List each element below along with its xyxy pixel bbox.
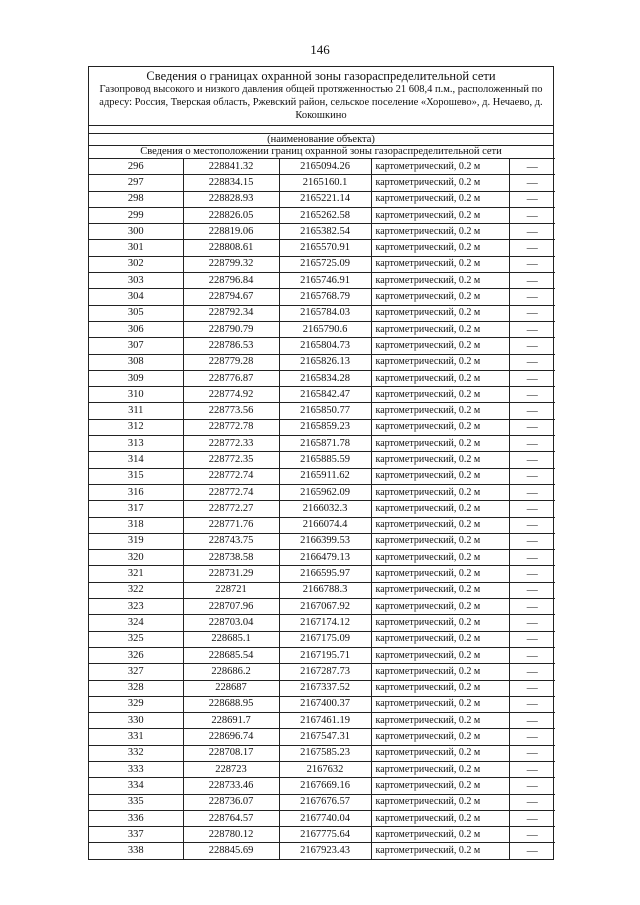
note-cell: — [509,501,555,517]
x-coordinate-cell: 228792.34 [183,305,279,321]
y-coordinate-cell: 2165094.26 [279,159,371,175]
table-row [89,289,555,305]
x-coordinate-cell: 228691.7 [183,713,279,729]
table-row [89,191,555,207]
method-accuracy-cell: картометрический, 0.2 м [371,761,509,777]
note-cell: — [509,778,555,794]
point-number-cell: 311 [89,403,183,419]
point-number-cell: 303 [89,273,183,289]
table-row [89,436,555,452]
table-row [89,550,555,566]
method-accuracy-cell: картометрический, 0.2 м [371,566,509,582]
table-row [89,615,555,631]
y-coordinate-cell: 2166074.4 [279,517,371,533]
method-accuracy-cell: картометрический, 0.2 м [371,191,509,207]
point-number-cell: 321 [89,566,183,582]
note-cell: — [509,566,555,582]
method-accuracy-cell: картометрический, 0.2 м [371,778,509,794]
note-cell: — [509,843,555,859]
y-coordinate-cell: 2167923.43 [279,843,371,859]
method-accuracy-cell: картометрический, 0.2 м [371,745,509,761]
note-cell: — [509,729,555,745]
x-coordinate-cell: 228723 [183,761,279,777]
method-accuracy-cell: картометрический, 0.2 м [371,240,509,256]
table-row [89,794,555,810]
note-cell: — [509,256,555,272]
point-number-cell: 335 [89,794,183,810]
table-row [89,501,555,517]
note-cell: — [509,664,555,680]
x-coordinate-cell: 228834.15 [183,175,279,191]
x-coordinate-cell: 228731.29 [183,566,279,582]
table-row [89,207,555,223]
method-accuracy-cell: картометрический, 0.2 м [371,794,509,810]
y-coordinate-cell: 2165859.23 [279,419,371,435]
table-row [89,533,555,549]
point-number-cell: 332 [89,745,183,761]
method-accuracy-cell: картометрический, 0.2 м [371,696,509,712]
point-number-cell: 300 [89,224,183,240]
y-coordinate-cell: 2166479.13 [279,550,371,566]
note-cell: — [509,175,555,191]
x-coordinate-cell: 228708.17 [183,745,279,761]
method-accuracy-cell: картометрический, 0.2 м [371,273,509,289]
point-number-cell: 312 [89,419,183,435]
note-cell: — [509,354,555,370]
point-number-cell: 317 [89,501,183,517]
method-accuracy-cell: картометрический, 0.2 м [371,159,509,175]
method-accuracy-cell: картометрический, 0.2 м [371,321,509,337]
note-cell: — [509,631,555,647]
point-number-cell: 313 [89,436,183,452]
y-coordinate-cell: 2165804.73 [279,338,371,354]
note-cell: — [509,696,555,712]
table-row [89,452,555,468]
x-coordinate-cell: 228826.05 [183,207,279,223]
table-row [89,256,555,272]
x-coordinate-cell: 228776.87 [183,370,279,386]
x-coordinate-cell: 228687 [183,680,279,696]
x-coordinate-cell: 228685.54 [183,647,279,663]
point-number-cell: 326 [89,647,183,663]
x-coordinate-cell: 228779.28 [183,354,279,370]
y-coordinate-cell: 2166399.53 [279,533,371,549]
method-accuracy-cell: картометрический, 0.2 м [371,729,509,745]
point-number-cell: 322 [89,582,183,598]
point-number-cell: 333 [89,761,183,777]
point-number-cell: 327 [89,664,183,680]
note-cell: — [509,159,555,175]
table-row [89,582,555,598]
x-coordinate-cell: 228794.67 [183,289,279,305]
x-coordinate-cell: 228828.93 [183,191,279,207]
x-coordinate-cell: 228686.2 [183,664,279,680]
x-coordinate-cell: 228819.06 [183,224,279,240]
y-coordinate-cell: 2165725.09 [279,256,371,272]
method-accuracy-cell: картометрический, 0.2 м [371,419,509,435]
method-accuracy-cell: картометрический, 0.2 м [371,403,509,419]
y-coordinate-cell: 2165885.59 [279,452,371,468]
x-coordinate-cell: 228841.32 [183,159,279,175]
note-cell: — [509,468,555,484]
point-number-cell: 309 [89,370,183,386]
point-number-cell: 304 [89,289,183,305]
x-coordinate-cell: 228808.61 [183,240,279,256]
method-accuracy-cell: картометрический, 0.2 м [371,550,509,566]
x-coordinate-cell: 228696.74 [183,729,279,745]
x-coordinate-cell: 228764.57 [183,810,279,826]
x-coordinate-cell: 228743.75 [183,533,279,549]
table-row [89,305,555,321]
point-number-cell: 320 [89,550,183,566]
x-coordinate-cell: 228733.46 [183,778,279,794]
y-coordinate-cell: 2166032.3 [279,501,371,517]
x-coordinate-cell: 228721 [183,582,279,598]
y-coordinate-cell: 2167740.04 [279,810,371,826]
note-cell: — [509,599,555,615]
table-row [89,647,555,663]
x-coordinate-cell: 228773.56 [183,403,279,419]
x-coordinate-cell: 228772.33 [183,436,279,452]
point-number-cell: 305 [89,305,183,321]
table-row [89,468,555,484]
note-cell: — [509,615,555,631]
method-accuracy-cell: картометрический, 0.2 м [371,452,509,468]
note-cell: — [509,240,555,256]
y-coordinate-cell: 2165871.78 [279,436,371,452]
note-cell: — [509,224,555,240]
table-row [89,224,555,240]
divider [89,125,553,133]
note-cell: — [509,305,555,321]
table-row [89,370,555,386]
note-cell: — [509,582,555,598]
point-number-cell: 319 [89,533,183,549]
x-coordinate-cell: 228786.53 [183,338,279,354]
note-cell: — [509,517,555,533]
y-coordinate-cell: 2167287.73 [279,664,371,680]
method-accuracy-cell: картометрический, 0.2 м [371,827,509,843]
note-cell: — [509,794,555,810]
point-number-cell: 302 [89,256,183,272]
coordinates-table [89,158,555,859]
table-row [89,403,555,419]
method-accuracy-cell: картометрический, 0.2 м [371,680,509,696]
table-row [89,321,555,337]
point-number-cell: 301 [89,240,183,256]
table-row [89,810,555,826]
point-number-cell: 310 [89,387,183,403]
method-accuracy-cell: картометрический, 0.2 м [371,224,509,240]
point-number-cell: 307 [89,338,183,354]
method-accuracy-cell: картометрический, 0.2 м [371,387,509,403]
method-accuracy-cell: картометрический, 0.2 м [371,338,509,354]
note-cell: — [509,436,555,452]
note-cell: — [509,289,555,305]
table-row [89,664,555,680]
point-number-cell: 297 [89,175,183,191]
y-coordinate-cell: 2167669.16 [279,778,371,794]
note-cell: — [509,745,555,761]
table-row [89,599,555,615]
point-number-cell: 318 [89,517,183,533]
method-accuracy-cell: картометрический, 0.2 м [371,599,509,615]
object-description: Газопровод высокого и низкого давления общей протяженностью 21 608,4 п.м., расположенный по адресу: Россия, Тверская область, Ржевский район, сельское поселение «Хорошево», д. Нечаево, д. Кокошкино [99,84,543,121]
method-accuracy-cell: картометрический, 0.2 м [371,615,509,631]
note-cell: — [509,713,555,729]
x-coordinate-cell: 228772.35 [183,452,279,468]
point-number-cell: 329 [89,696,183,712]
table-row [89,761,555,777]
y-coordinate-cell: 2167337.52 [279,680,371,696]
point-number-cell: 328 [89,680,183,696]
table-row [89,517,555,533]
method-accuracy-cell: картометрический, 0.2 м [371,354,509,370]
y-coordinate-cell: 2167067.92 [279,599,371,615]
x-coordinate-cell: 228738.58 [183,550,279,566]
table-row [89,354,555,370]
table-row [89,240,555,256]
boundary-document [88,66,554,860]
y-coordinate-cell: 2167174.12 [279,615,371,631]
point-number-cell: 325 [89,631,183,647]
coordinates-heading: Сведения о местоположении границ охранной зоны газораспределительной сети [89,145,553,158]
x-coordinate-cell: 228772.78 [183,419,279,435]
object-name-caption: (наименование объекта) [89,133,553,145]
table-row [89,566,555,582]
note-cell: — [509,452,555,468]
method-accuracy-cell: картометрический, 0.2 м [371,647,509,663]
note-cell: — [509,550,555,566]
method-accuracy-cell: картометрический, 0.2 м [371,664,509,680]
point-number-cell: 306 [89,321,183,337]
x-coordinate-cell: 228772.74 [183,468,279,484]
y-coordinate-cell: 2165834.28 [279,370,371,386]
y-coordinate-cell: 2167400.37 [279,696,371,712]
note-cell: — [509,403,555,419]
table-row [89,273,555,289]
point-number-cell: 334 [89,778,183,794]
y-coordinate-cell: 2167775.64 [279,827,371,843]
table-row [89,713,555,729]
x-coordinate-cell: 228685.1 [183,631,279,647]
table-row [89,778,555,794]
method-accuracy-cell: картометрический, 0.2 м [371,517,509,533]
y-coordinate-cell: 2165826.13 [279,354,371,370]
page-number: 146 [310,42,330,57]
point-number-cell: 336 [89,810,183,826]
y-coordinate-cell: 2165746.91 [279,273,371,289]
table-row [89,387,555,403]
point-number-cell: 324 [89,615,183,631]
point-number-cell: 331 [89,729,183,745]
note-cell: — [509,533,555,549]
y-coordinate-cell: 2166595.97 [279,566,371,582]
note-cell: — [509,321,555,337]
method-accuracy-cell: картометрический, 0.2 м [371,468,509,484]
method-accuracy-cell: картометрический, 0.2 м [371,207,509,223]
point-number-cell: 323 [89,599,183,615]
x-coordinate-cell: 228790.79 [183,321,279,337]
table-row [89,419,555,435]
x-coordinate-cell: 228780.12 [183,827,279,843]
point-number-cell: 299 [89,207,183,223]
point-number-cell: 330 [89,713,183,729]
point-number-cell: 298 [89,191,183,207]
method-accuracy-cell: картометрический, 0.2 м [371,631,509,647]
note-cell: — [509,370,555,386]
table-row [89,745,555,761]
table-row [89,175,555,191]
y-coordinate-cell: 2167547.31 [279,729,371,745]
note-cell: — [509,419,555,435]
note-cell: — [509,827,555,843]
y-coordinate-cell: 2165262.58 [279,207,371,223]
method-accuracy-cell: картометрический, 0.2 м [371,256,509,272]
method-accuracy-cell: картометрический, 0.2 м [371,436,509,452]
table-row [89,843,555,859]
method-accuracy-cell: картометрический, 0.2 м [371,305,509,321]
table-row [89,159,555,175]
x-coordinate-cell: 228796.84 [183,273,279,289]
table-row [89,729,555,745]
note-cell: — [509,810,555,826]
method-accuracy-cell: картометрический, 0.2 м [371,484,509,500]
method-accuracy-cell: картометрический, 0.2 м [371,370,509,386]
point-number-cell: 316 [89,484,183,500]
point-number-cell: 296 [89,159,183,175]
y-coordinate-cell: 2166788.3 [279,582,371,598]
y-coordinate-cell: 2165911.62 [279,468,371,484]
note-cell: — [509,484,555,500]
y-coordinate-cell: 2165850.77 [279,403,371,419]
x-coordinate-cell: 228703.04 [183,615,279,631]
y-coordinate-cell: 2165784.03 [279,305,371,321]
point-number-cell: 308 [89,354,183,370]
note-cell: — [509,761,555,777]
table-row [89,680,555,696]
y-coordinate-cell: 2165160.1 [279,175,371,191]
y-coordinate-cell: 2165768.79 [279,289,371,305]
method-accuracy-cell: картометрический, 0.2 м [371,582,509,598]
note-cell: — [509,207,555,223]
x-coordinate-cell: 228688.95 [183,696,279,712]
point-number-cell: 314 [89,452,183,468]
point-number-cell: 338 [89,843,183,859]
note-cell: — [509,387,555,403]
x-coordinate-cell: 228736.07 [183,794,279,810]
x-coordinate-cell: 228772.74 [183,484,279,500]
note-cell: — [509,647,555,663]
y-coordinate-cell: 2167676.57 [279,794,371,810]
y-coordinate-cell: 2167585.23 [279,745,371,761]
note-cell: — [509,338,555,354]
y-coordinate-cell: 2167175.09 [279,631,371,647]
y-coordinate-cell: 2167632 [279,761,371,777]
y-coordinate-cell: 2165382.54 [279,224,371,240]
table-row [89,484,555,500]
note-cell: — [509,191,555,207]
table-row [89,338,555,354]
y-coordinate-cell: 2165221.14 [279,191,371,207]
method-accuracy-cell: картометрический, 0.2 м [371,843,509,859]
document-title: Сведения о границах охранной зоны газораспределительной сети [146,69,496,83]
method-accuracy-cell: картометрический, 0.2 м [371,289,509,305]
y-coordinate-cell: 2167461.19 [279,713,371,729]
y-coordinate-cell: 2165790.6 [279,321,371,337]
point-number-cell: 337 [89,827,183,843]
note-cell: — [509,680,555,696]
x-coordinate-cell: 228707.96 [183,599,279,615]
y-coordinate-cell: 2165842.47 [279,387,371,403]
method-accuracy-cell: картометрический, 0.2 м [371,533,509,549]
x-coordinate-cell: 228845.69 [183,843,279,859]
table-row [89,827,555,843]
method-accuracy-cell: картометрический, 0.2 м [371,810,509,826]
x-coordinate-cell: 228771.76 [183,517,279,533]
point-number-cell: 315 [89,468,183,484]
table-row [89,631,555,647]
x-coordinate-cell: 228772.27 [183,501,279,517]
table-row [89,696,555,712]
method-accuracy-cell: картометрический, 0.2 м [371,175,509,191]
note-cell: — [509,273,555,289]
method-accuracy-cell: картометрический, 0.2 м [371,713,509,729]
y-coordinate-cell: 2165570.91 [279,240,371,256]
method-accuracy-cell: картометрический, 0.2 м [371,501,509,517]
x-coordinate-cell: 228774.92 [183,387,279,403]
x-coordinate-cell: 228799.32 [183,256,279,272]
y-coordinate-cell: 2165962.09 [279,484,371,500]
y-coordinate-cell: 2167195.71 [279,647,371,663]
